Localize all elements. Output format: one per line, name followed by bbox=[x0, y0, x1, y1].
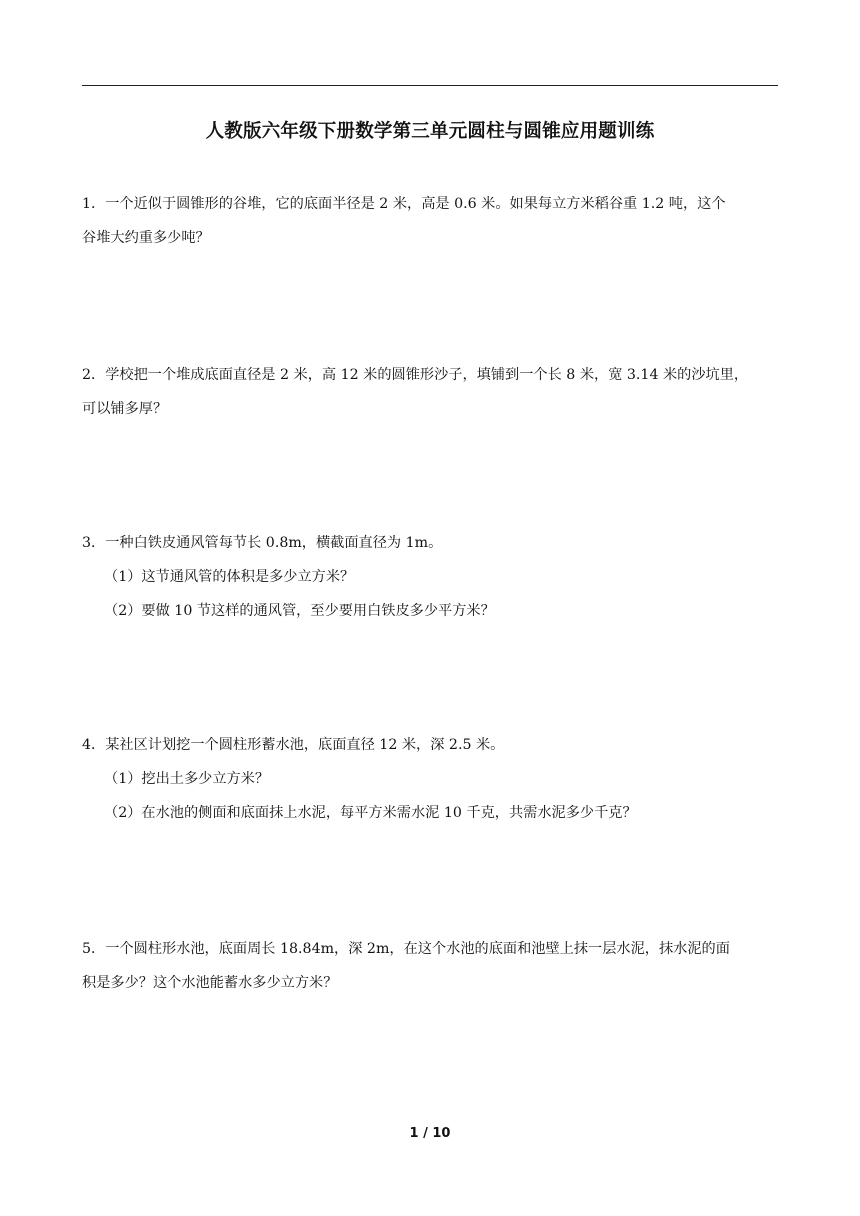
question-1-line-1: 1．一个近似于圆锥形的谷堆，它的底面半径是 2 米，高是 0.6 米。如果每立方米稻谷重 1.2 吨，这个 bbox=[82, 196, 726, 212]
question-2 bbox=[82, 358, 780, 426]
question-3 bbox=[82, 526, 780, 628]
question-5-line-2: 积是多少？这个水池能蓄水多少立方米？ bbox=[82, 975, 338, 991]
question-4 bbox=[82, 728, 780, 830]
question-2-line-2: 可以铺多厚？ bbox=[82, 401, 168, 417]
question-5 bbox=[82, 932, 780, 1000]
page-number: 1 / 10 bbox=[409, 1126, 451, 1141]
question-3-line-1: 3．一种白铁皮通风管每节长 0.8m，横截面直径为 1m。 bbox=[82, 535, 443, 551]
header-rule bbox=[82, 85, 778, 86]
question-2-line-1: 2．学校把一个堆成底面直径是 2 米，高 12 米的圆锥形沙子，填铺到一个长 8 米，宽 3.14 米的沙坑里， bbox=[82, 367, 749, 383]
question-4-subquestion-2: （2）在水池的侧面和底面抹上水泥，每平方米需水泥 10 千克，共需水泥多少千克？ bbox=[104, 805, 637, 821]
page-title: 人教版六年级下册数学第三单元圆柱与圆锥应用题训练 bbox=[205, 121, 655, 142]
question-1-line-2: 谷堆大约重多少吨？ bbox=[82, 230, 210, 246]
question-3-subquestion-2: （2）要做 10 节这样的通风管，至少要用白铁皮多少平方米？ bbox=[104, 603, 495, 619]
question-4-line-1: 4．某社区计划挖一个圆柱形蓄水池，底面直径 12 米，深 2.5 米。 bbox=[82, 737, 505, 753]
question-4-subquestion-1: （1）挖出土多少立方米？ bbox=[104, 771, 270, 787]
question-5-line-1: 5．一个圆柱形水池，底面周长 18.84m，深 2m，在这个水池的底面和池壁上抹一层水泥，抹水泥的面 bbox=[82, 941, 730, 957]
question-3-subquestion-1: （1）这节通风管的体积是多少立方米？ bbox=[104, 569, 355, 585]
question-1 bbox=[82, 187, 780, 255]
